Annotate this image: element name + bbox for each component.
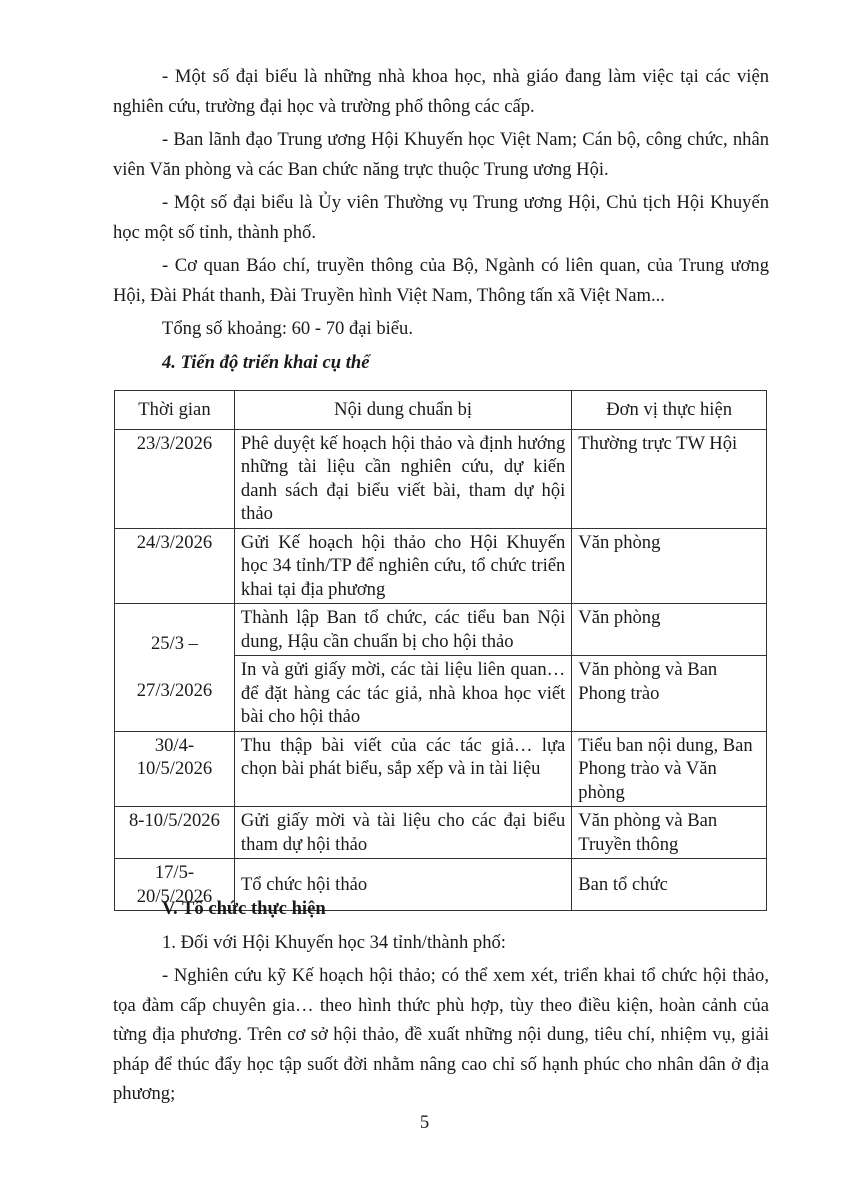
table-header-row [115, 391, 767, 430]
paragraph-leadership: - Ban lãnh đạo Trung ương Hội Khuyến học Việt Nam; Cán bộ, công chức, nhân viên Văn phòng và các Ban chức năng trực thuộc Trung ương Hội. [113, 129, 769, 180]
row-date-start: 30/4- [154, 734, 195, 756]
paragraph-press: - Cơ quan Báo chí, truyền thông của Bộ, Ngành có liên quan, của Trung ương Hội, Đài Phát thanh, Đài Truyền hình Việt Nam, Thông tấn xã Việt Nam... [113, 255, 769, 306]
row-date: 24/3/2026 [115, 528, 235, 604]
table-row [115, 731, 767, 807]
section-v [113, 894, 769, 1109]
section-4-heading: 4. Tiến độ triển khai cụ thể [162, 351, 370, 373]
row-unit: Ban tổ chức [572, 859, 767, 911]
section-v-item-1: 1. Đối với Hội Khuyến học 34 tỉnh/thành phố: [162, 931, 506, 953]
paragraph-standing-committee: - Một số đại biểu là Ủy viên Thường vụ Trung ương Hội, Chủ tịch Hội Khuyến học một số tỉnh, thành phố. [113, 192, 769, 243]
table-row [115, 528, 767, 604]
row-date-start: 25/3 – [150, 632, 198, 654]
header-time: Thời gian [115, 391, 235, 430]
paragraph-scientists: - Một số đại biểu là những nhà khoa học, nhà giáo đang làm việc tại các viện nghiên cứu, trường đại học và trường phổ thông các cấp. [113, 66, 769, 117]
row-content: Gửi Kế hoạch hội thảo cho Hội Khuyến học 34 tỉnh/TP để nghiên cứu, tổ chức triển khai tại địa phương [234, 528, 571, 604]
table-row [115, 604, 767, 656]
schedule-table [114, 390, 767, 911]
row-date-end: 10/5/2026 [136, 758, 213, 779]
row-content: Gửi giấy mời và tài liệu cho các đại biểu tham dự hội thảo [234, 807, 571, 859]
table-row [115, 429, 767, 528]
row-unit: Văn phòng và Ban Truyền thông [572, 807, 767, 859]
row-date-start: 17/5- [154, 862, 195, 883]
section-v-heading: V. Tổ chức thực hiện [162, 898, 326, 919]
row-date: 23/3/2026 [115, 429, 235, 528]
header-content: Nội dung chuẩn bị [234, 391, 571, 430]
row-date [115, 604, 235, 732]
header-unit: Đơn vị thực hiện [572, 391, 767, 430]
paragraph-total: Tổng số khoảng: 60 - 70 đại biểu. [162, 318, 413, 339]
row-content: Thu thập bài viết của các tác giả… lựa chọn bài phát biểu, sắp xếp và in tài liệu [234, 731, 571, 807]
row-unit: Tiểu ban nội dung, Ban Phong trào và Văn phòng [572, 731, 767, 807]
row-content: In và gửi giấy mời, các tài liệu liên quan… để đặt hàng các tác giả, nhà khoa học viết bài cho hội thảo [234, 656, 571, 732]
row-date [115, 731, 235, 807]
row-content: Tổ chức hội thảo [234, 859, 571, 911]
row-unit: Thường trực TW Hội [572, 429, 767, 528]
intro-section [113, 62, 769, 377]
table-row [115, 807, 767, 859]
row-unit: Văn phòng [572, 528, 767, 604]
row-date: 8-10/5/2026 [115, 807, 235, 859]
row-content: Phê duyệt kế hoạch hội thảo và định hướng những tài liệu cần nghiên cứu, dự kiến danh sách đại biểu viết bài, tham dự hội thảo [234, 429, 571, 528]
row-date-end: 27/3/2026 [136, 680, 213, 702]
row-unit: Văn phòng [572, 604, 767, 656]
row-unit: Văn phòng và Ban Phong trào [572, 656, 767, 732]
section-v-paragraph: - Nghiên cứu kỹ Kế hoạch hội thảo; có thể xem xét, triển khai tổ chức hội thảo, tọa đàm cấp chuyên gia… theo hình thức phù hợp, tùy theo điều kiện, hoàn cảnh của từng địa phương. Trên cơ sở hội thảo, đề xuất những nội dung, tiêu chí, nhiệm vụ, giải pháp để thúc đẩy học tập suốt đời nhằm nâng cao chỉ số hạnh phúc cho nhân dân ở địa phương; [113, 965, 769, 1104]
row-date-end: 20/5/2026 [136, 885, 213, 907]
row-content: Thành lập Ban tổ chức, các tiểu ban Nội dung, Hậu cần chuẩn bị cho hội thảo [234, 604, 571, 656]
page-number: 5 [419, 1112, 430, 1133]
